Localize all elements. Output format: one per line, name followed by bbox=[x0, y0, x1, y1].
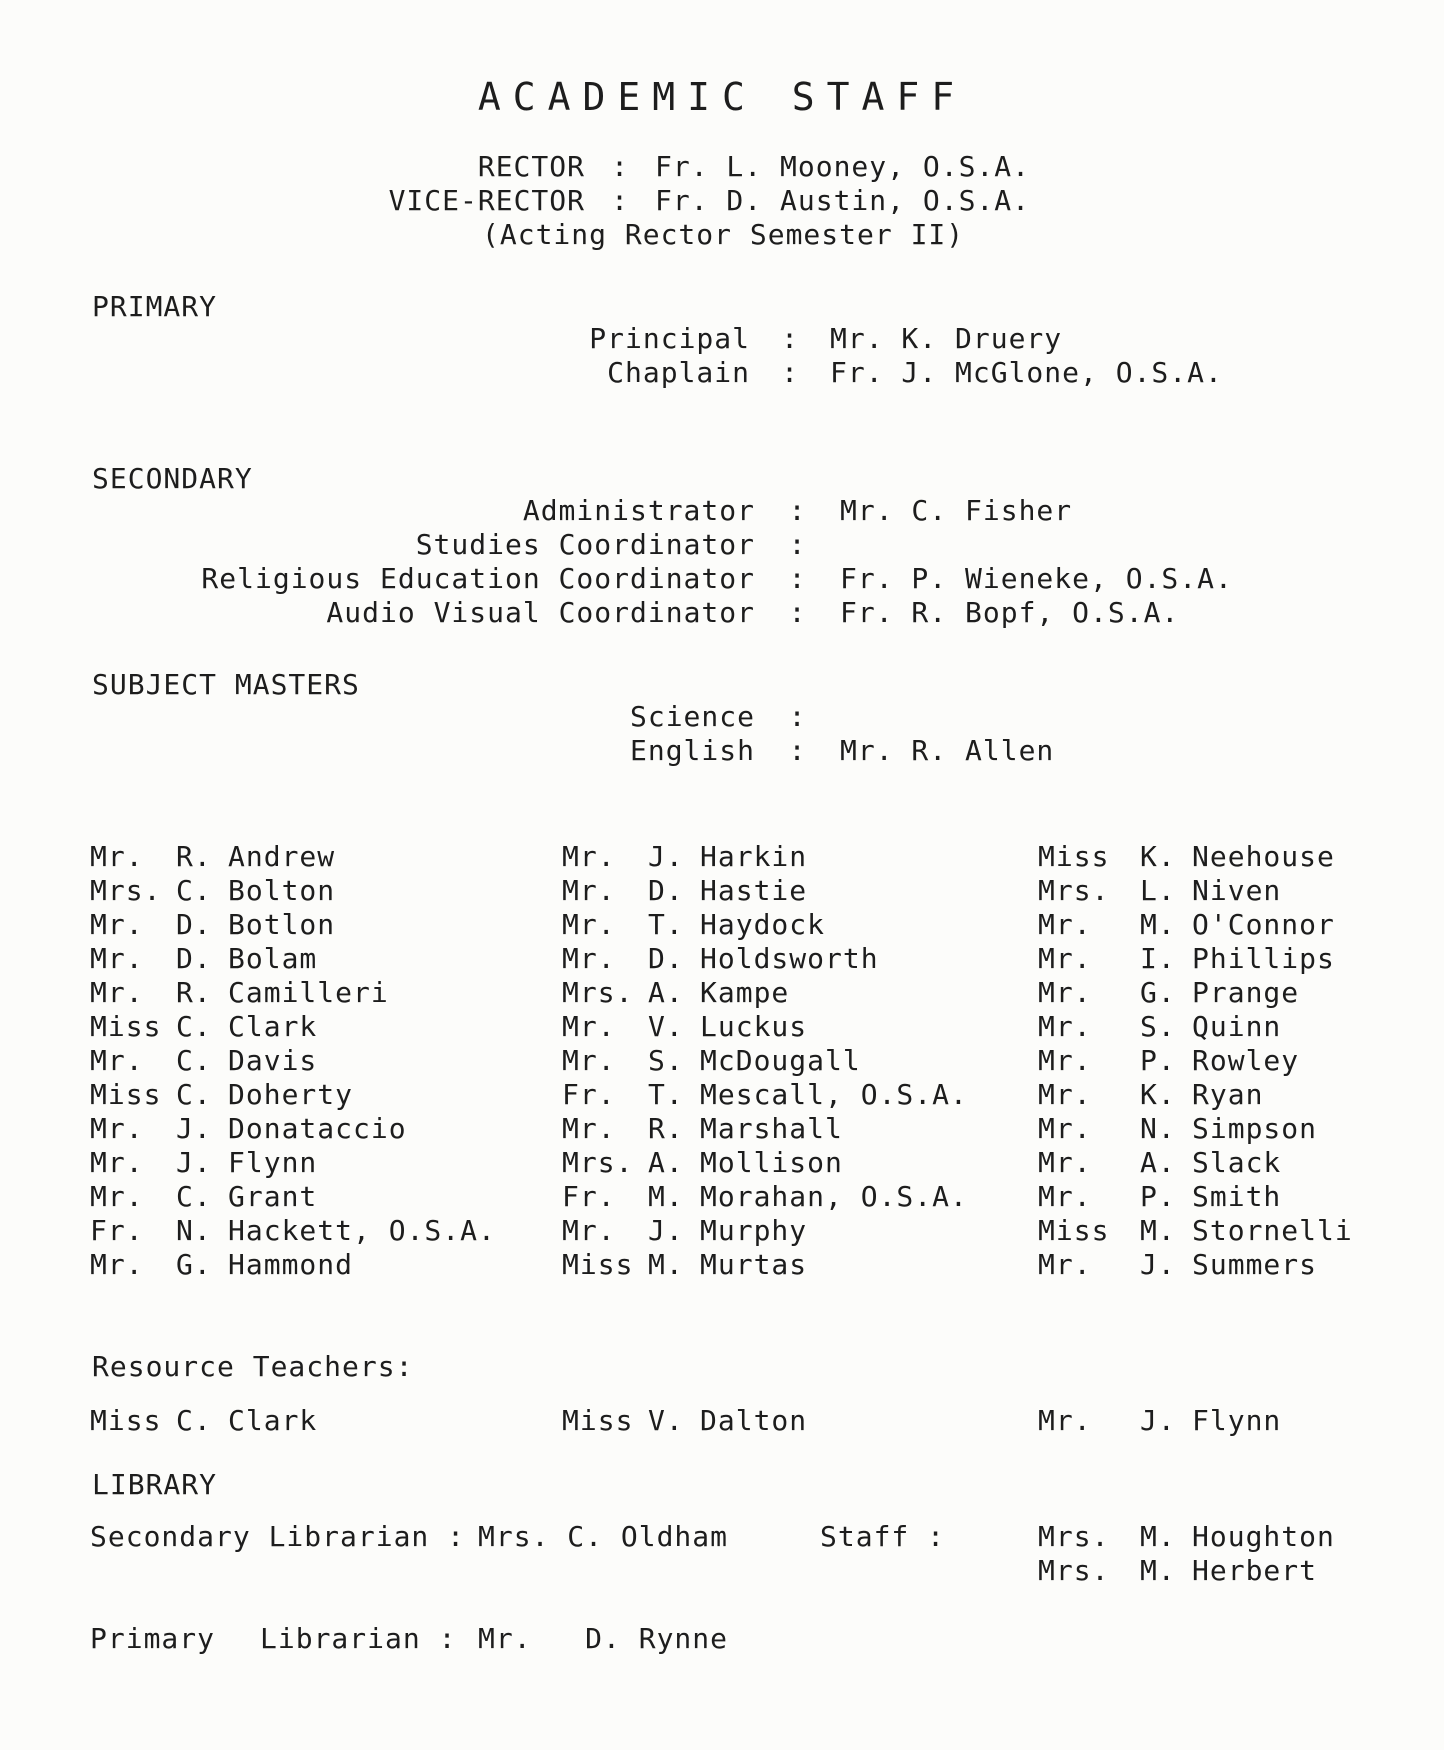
primary-librarian-label-word: Primary bbox=[90, 1622, 216, 1655]
staff-entry bbox=[562, 1180, 968, 1214]
staff-initial: V. bbox=[648, 1404, 684, 1437]
secondary-row bbox=[200, 528, 840, 562]
person-name: Fr. R. Bopf, O.S.A. bbox=[840, 596, 1180, 629]
staff-surname: Flynn bbox=[228, 1146, 318, 1179]
staff-entry bbox=[90, 1146, 496, 1180]
staff-initial: J. bbox=[176, 1146, 212, 1179]
staff-title: Mr. bbox=[562, 1044, 616, 1077]
staff-entry bbox=[1038, 874, 1353, 908]
staff-title: Miss bbox=[90, 1404, 162, 1437]
person-name: Mr. C. Fisher bbox=[840, 494, 1073, 527]
section-heading-primary: PRIMARY bbox=[92, 290, 218, 323]
vice-rector-line bbox=[380, 184, 1030, 218]
staff-entry bbox=[90, 1078, 496, 1112]
staff-title: Mr. bbox=[562, 1112, 616, 1145]
staff-initial: J. bbox=[1140, 1404, 1176, 1437]
person-name: Fr. D. Austin, O.S.A. bbox=[655, 184, 1031, 217]
staff-entry bbox=[1038, 1146, 1353, 1180]
staff-entry bbox=[562, 1078, 968, 1112]
role-label: Principal bbox=[589, 322, 750, 355]
staff-entry bbox=[1038, 1180, 1353, 1214]
staff-column-3 bbox=[1038, 840, 1353, 1282]
staff-initial: V. bbox=[648, 1010, 684, 1043]
staff-surname: Prange bbox=[1192, 976, 1300, 1009]
separator: : bbox=[788, 528, 807, 561]
person-name: Fr. J. McGlone, O.S.A. bbox=[830, 356, 1223, 389]
staff-entry bbox=[562, 1214, 968, 1248]
staff-initial: K. bbox=[1140, 840, 1176, 873]
staff-initial: C. bbox=[176, 874, 212, 907]
staff-surname: Kampe bbox=[700, 976, 790, 1009]
staff-initial: M. bbox=[1140, 908, 1176, 941]
staff-initial: D. bbox=[176, 942, 212, 975]
resource-teacher bbox=[1038, 1404, 1281, 1438]
role-label: VICE-RECTOR bbox=[388, 184, 585, 217]
staff-title: Mr. bbox=[562, 874, 616, 907]
staff-entry bbox=[1038, 1520, 1335, 1554]
staff-initial: C. bbox=[176, 1044, 212, 1077]
staff-surname: Harkin bbox=[700, 840, 808, 873]
staff-surname: Hammond bbox=[228, 1248, 354, 1281]
staff-title: Fr. bbox=[562, 1180, 616, 1213]
staff-surname: Marshall bbox=[700, 1112, 843, 1145]
staff-surname: Murphy bbox=[700, 1214, 808, 1247]
staff-title: Fr. bbox=[562, 1078, 616, 1111]
staff-title: Mr. bbox=[562, 1010, 616, 1043]
staff-surname: Camilleri bbox=[228, 976, 389, 1009]
staff-title: Miss bbox=[90, 1010, 162, 1043]
library-staff-list bbox=[1038, 1520, 1335, 1588]
staff-entry bbox=[562, 942, 968, 976]
staff-initial: C. bbox=[176, 1078, 212, 1111]
staff-initial: G. bbox=[1140, 976, 1176, 1009]
separator: : bbox=[781, 322, 799, 355]
staff-initial: R. bbox=[176, 976, 212, 1009]
staff-entry bbox=[90, 1180, 496, 1214]
staff-initial: A. bbox=[648, 1146, 684, 1179]
staff-entry bbox=[90, 976, 496, 1010]
staff-title: Miss bbox=[1038, 840, 1110, 873]
staff-title: Mr. bbox=[562, 840, 616, 873]
staff-surname: Hastie bbox=[700, 874, 808, 907]
staff-entry bbox=[1038, 1554, 1335, 1588]
secondary-row bbox=[200, 562, 1233, 596]
staff-surname: Mescall, O.S.A. bbox=[700, 1078, 968, 1111]
primary-row bbox=[500, 322, 1062, 356]
staff-title: Mr. bbox=[90, 1044, 144, 1077]
separator: : bbox=[788, 596, 807, 629]
staff-initial: T. bbox=[648, 908, 684, 941]
staff-title: Mr. bbox=[90, 840, 144, 873]
role-label: Studies Coordinator bbox=[415, 528, 755, 561]
staff-title: Mr. bbox=[90, 1248, 144, 1281]
staff-column-1 bbox=[90, 840, 496, 1282]
staff-surname: Slack bbox=[1192, 1146, 1282, 1179]
staff-title: Mr. bbox=[1038, 908, 1092, 941]
staff-surname: Clark bbox=[228, 1404, 318, 1437]
staff-initial: J. bbox=[648, 1214, 684, 1247]
staff-initial: J. bbox=[648, 840, 684, 873]
resource-teacher bbox=[90, 1404, 317, 1438]
subject-master-row bbox=[500, 700, 840, 734]
staff-title: Mr. bbox=[90, 1146, 144, 1179]
primary-row bbox=[500, 356, 1223, 390]
separator: : bbox=[781, 356, 799, 389]
staff-surname: Rowley bbox=[1192, 1044, 1300, 1077]
staff-entry bbox=[1038, 942, 1353, 976]
staff-entry bbox=[90, 840, 496, 874]
person-name: Fr. P. Wieneke, O.S.A. bbox=[840, 562, 1233, 595]
subject-master-row bbox=[500, 734, 1054, 768]
staff-initial: C. bbox=[176, 1404, 212, 1437]
section-heading-resource-teachers: Resource Teachers: bbox=[92, 1350, 414, 1383]
staff-title: Mr. bbox=[90, 1180, 144, 1213]
staff-entry bbox=[90, 1010, 496, 1044]
staff-entry bbox=[1038, 1112, 1353, 1146]
staff-surname: Haydock bbox=[700, 908, 826, 941]
staff-surname: Grant bbox=[228, 1180, 318, 1213]
staff-entry bbox=[90, 1112, 496, 1146]
staff-initial: I. bbox=[1140, 942, 1176, 975]
staff-title: Mrs. bbox=[1038, 1520, 1110, 1553]
section-heading-secondary: SECONDARY bbox=[92, 462, 253, 495]
staff-title: Mr. bbox=[562, 1214, 616, 1247]
secondary-librarian-name: Mrs. C. Oldham bbox=[478, 1520, 729, 1553]
staff-initial: N. bbox=[1140, 1112, 1176, 1145]
staff-title: Miss bbox=[1038, 1214, 1110, 1247]
staff-initial: J. bbox=[176, 1112, 212, 1145]
staff-entry bbox=[1038, 1010, 1353, 1044]
role-label: Chaplain bbox=[607, 356, 750, 389]
staff-surname: Herbert bbox=[1192, 1554, 1318, 1587]
staff-column-2 bbox=[562, 840, 968, 1282]
separator: : bbox=[611, 184, 629, 217]
staff-title: Mr. bbox=[1038, 1044, 1092, 1077]
staff-initial: D. bbox=[176, 908, 212, 941]
staff-initial: G. bbox=[176, 1248, 212, 1281]
primary-librarian-label: Librarian : bbox=[260, 1622, 457, 1655]
staff-initial: M. bbox=[648, 1248, 684, 1281]
staff-entry bbox=[562, 1404, 807, 1438]
staff-initial: C. bbox=[176, 1010, 212, 1043]
staff-initial: M. bbox=[1140, 1214, 1176, 1247]
staff-entry bbox=[90, 1044, 496, 1078]
staff-initial: M. bbox=[648, 1180, 684, 1213]
staff-title: Mrs. bbox=[1038, 874, 1110, 907]
section-heading-subject-masters: SUBJECT MASTERS bbox=[92, 668, 360, 701]
staff-surname: Bolton bbox=[228, 874, 336, 907]
staff-entry bbox=[90, 874, 496, 908]
separator: : bbox=[611, 150, 629, 183]
staff-surname: Smith bbox=[1192, 1180, 1282, 1213]
staff-title: Mr. bbox=[1038, 1010, 1092, 1043]
primary-librarian-name: Mr. D. Rynne bbox=[478, 1622, 729, 1655]
secondary-librarian-label: Secondary Librarian : bbox=[90, 1520, 466, 1553]
staff-surname: Mollison bbox=[700, 1146, 843, 1179]
secondary-row bbox=[200, 596, 1179, 630]
staff-entry bbox=[90, 1248, 496, 1282]
staff-initial: D. bbox=[648, 942, 684, 975]
staff-initial: R. bbox=[648, 1112, 684, 1145]
staff-entry bbox=[562, 1044, 968, 1078]
staff-title: Mr. bbox=[1038, 1112, 1092, 1145]
staff-initial: J. bbox=[1140, 1248, 1176, 1281]
staff-surname: Quinn bbox=[1192, 1010, 1282, 1043]
staff-title: Mrs. bbox=[562, 1146, 634, 1179]
staff-surname: Dalton bbox=[700, 1404, 808, 1437]
staff-surname: Bolam bbox=[228, 942, 318, 975]
staff-title: Fr. bbox=[90, 1214, 144, 1247]
staff-surname: Stornelli bbox=[1192, 1214, 1353, 1247]
role-label: Audio Visual Coordinator bbox=[326, 596, 755, 629]
staff-surname: Ryan bbox=[1192, 1078, 1264, 1111]
staff-entry bbox=[90, 908, 496, 942]
staff-surname: Niven bbox=[1192, 874, 1282, 907]
staff-initial: N. bbox=[176, 1214, 212, 1247]
person-name: Mr. R. Allen bbox=[840, 734, 1055, 767]
staff-entry bbox=[562, 908, 968, 942]
staff-surname: Andrew bbox=[228, 840, 336, 873]
separator: : bbox=[788, 734, 807, 767]
staff-title: Mr. bbox=[90, 976, 144, 1009]
staff-title: Miss bbox=[90, 1078, 162, 1111]
staff-surname: Morahan, O.S.A. bbox=[700, 1180, 968, 1213]
person-name: Fr. L. Mooney, O.S.A. bbox=[655, 150, 1031, 183]
staff-initial: R. bbox=[176, 840, 212, 873]
staff-title: Mrs. bbox=[90, 874, 162, 907]
staff-initial: L. bbox=[1140, 874, 1176, 907]
library-staff-label: Staff : bbox=[820, 1520, 946, 1553]
staff-initial: M. bbox=[1140, 1554, 1176, 1587]
staff-surname: Doherty bbox=[228, 1078, 354, 1111]
staff-surname: Clark bbox=[228, 1010, 318, 1043]
staff-initial: S. bbox=[1140, 1010, 1176, 1043]
staff-initial: P. bbox=[1140, 1044, 1176, 1077]
staff-surname: Luckus bbox=[700, 1010, 808, 1043]
staff-surname: Neehouse bbox=[1192, 840, 1335, 873]
staff-entry bbox=[90, 1214, 496, 1248]
staff-entry bbox=[1038, 976, 1353, 1010]
staff-initial: A. bbox=[1140, 1146, 1176, 1179]
staff-entry bbox=[1038, 1214, 1353, 1248]
staff-surname: Davis bbox=[228, 1044, 318, 1077]
staff-title: Mr. bbox=[562, 942, 616, 975]
staff-entry bbox=[1038, 908, 1353, 942]
staff-entry bbox=[1038, 1404, 1281, 1438]
staff-title: Mr. bbox=[1038, 1180, 1092, 1213]
staff-title: Mr. bbox=[1038, 1404, 1092, 1437]
staff-surname: O'Connor bbox=[1192, 908, 1335, 941]
staff-entry bbox=[562, 976, 968, 1010]
acting-note: (Acting Rector Semester II) bbox=[482, 218, 965, 251]
staff-title: Mrs. bbox=[562, 976, 634, 1009]
staff-surname: Murtas bbox=[700, 1248, 808, 1281]
staff-title: Mr. bbox=[1038, 1146, 1092, 1179]
staff-surname: Summers bbox=[1192, 1248, 1318, 1281]
staff-title: Miss bbox=[562, 1248, 634, 1281]
role-label: Religious Education Coordinator bbox=[201, 562, 755, 595]
page-title: ACADEMIC STAFF bbox=[477, 75, 967, 119]
staff-title: Mr. bbox=[90, 908, 144, 941]
staff-surname: Hackett, O.S.A. bbox=[228, 1214, 496, 1247]
staff-initial: D. bbox=[648, 874, 684, 907]
staff-surname: McDougall bbox=[700, 1044, 861, 1077]
staff-initial: P. bbox=[1140, 1180, 1176, 1213]
separator: : bbox=[788, 494, 807, 527]
rector-line bbox=[380, 150, 1030, 184]
staff-surname: Holdsworth bbox=[700, 942, 879, 975]
staff-entry bbox=[1038, 1078, 1353, 1112]
staff-title: Mr. bbox=[90, 1112, 144, 1145]
staff-surname: Phillips bbox=[1192, 942, 1335, 975]
staff-surname: Donataccio bbox=[228, 1112, 407, 1145]
staff-surname: Flynn bbox=[1192, 1404, 1282, 1437]
role-label: English bbox=[629, 734, 755, 767]
staff-title: Mr. bbox=[562, 908, 616, 941]
staff-entry bbox=[90, 942, 496, 976]
secondary-row bbox=[200, 494, 1072, 528]
staff-title: Miss bbox=[562, 1404, 634, 1437]
staff-initial: S. bbox=[648, 1044, 684, 1077]
staff-entry bbox=[1038, 1248, 1353, 1282]
staff-surname: Simpson bbox=[1192, 1112, 1318, 1145]
role-label: Administrator bbox=[522, 494, 755, 527]
staff-title: Mr. bbox=[90, 942, 144, 975]
staff-entry bbox=[562, 1112, 968, 1146]
staff-surname: Botlon bbox=[228, 908, 336, 941]
separator: : bbox=[788, 562, 807, 595]
separator: : bbox=[788, 700, 807, 733]
staff-entry bbox=[1038, 1044, 1353, 1078]
staff-title: Mr. bbox=[1038, 1248, 1092, 1281]
staff-initial: M. bbox=[1140, 1520, 1176, 1553]
staff-entry bbox=[562, 1010, 968, 1044]
staff-title: Mrs. bbox=[1038, 1554, 1110, 1587]
staff-title: Mr. bbox=[1038, 942, 1092, 975]
resource-teacher bbox=[562, 1404, 807, 1438]
staff-entry bbox=[562, 1248, 968, 1282]
role-label: RECTOR bbox=[477, 150, 585, 183]
staff-entry bbox=[562, 1146, 968, 1180]
staff-surname: Houghton bbox=[1192, 1520, 1335, 1553]
staff-entry bbox=[562, 874, 968, 908]
staff-initial: A. bbox=[648, 976, 684, 1009]
section-heading-library: LIBRARY bbox=[92, 1468, 218, 1501]
person-name: Mr. K. Druery bbox=[830, 322, 1063, 355]
staff-entry bbox=[562, 840, 968, 874]
staff-entry bbox=[1038, 840, 1353, 874]
role-label: Science bbox=[629, 700, 755, 733]
staff-title: Mr. bbox=[1038, 976, 1092, 1009]
staff-initial: T. bbox=[648, 1078, 684, 1111]
staff-entry bbox=[90, 1404, 317, 1438]
staff-initial: K. bbox=[1140, 1078, 1176, 1111]
staff-title: Mr. bbox=[1038, 1078, 1092, 1111]
staff-initial: C. bbox=[176, 1180, 212, 1213]
